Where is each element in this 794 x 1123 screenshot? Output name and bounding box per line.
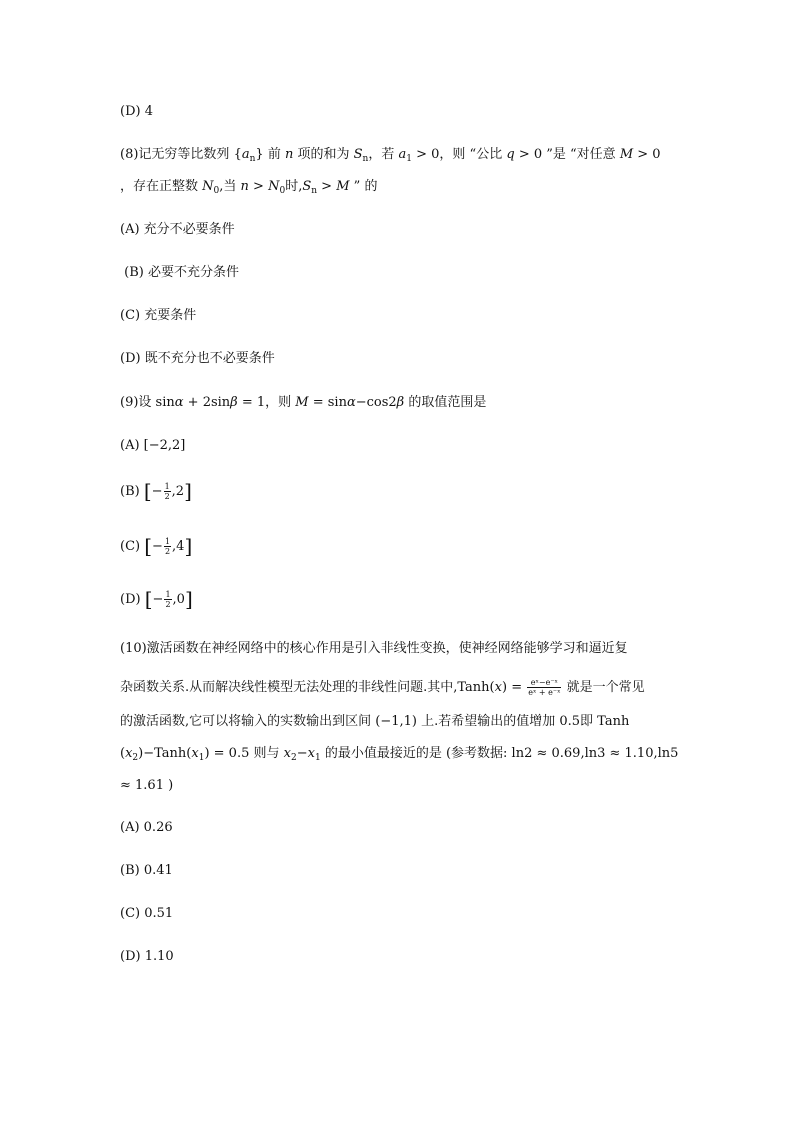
q10-line2: 杂函数关系.从而解决线性模型无法处理的非线性问题.其中,Tanh(x) = $\frac{\text{eˣ−e⁻ˣ}}{\text{eˣ + e⁻ˣ}}$ 就是一个常见 [120, 678, 645, 697]
tanh-fraction: $\frac{\text{eˣ−e⁻ˣ}}{\text{eˣ + e⁻ˣ}}$ [528, 678, 561, 697]
q10-line5: ≈ 1.61 ) [120, 778, 174, 793]
q9-option-d: (D) [− $\frac{1}{2}$ ,0] [120, 587, 193, 611]
q10-line1: (10)激活函数在神经网络中的核心作用是引入非线性变换，使神经网络能够学习和逼近复 [120, 641, 628, 656]
q8-option-d: (D) 既不充分也不必要条件 [120, 351, 275, 366]
q10-option-a: (A) 0.26 [120, 820, 173, 835]
q9-option-b: (B) [− $\frac{1}{2}$ ,2] [120, 479, 192, 503]
q10-line4: $(x_2)-Tanh(x_1) = 0.5$ 则与 $x_2-x_1$ 的最小值最接近的是 (参考数据: ln2 ≈ 0.69,ln3 ≈ 1.10,ln5 [120, 746, 679, 763]
q8-stem-line2: ，存在正整数 $N_0$,当 $n > N_0$时$,S_n > M$ ” 的 [120, 179, 378, 196]
q7-option-d: (D) 4 [120, 104, 153, 119]
q9-option-c: (C) [− $\frac{1}{2}$ ,4] [120, 534, 193, 558]
q8-option-a: (A) 充分不必要条件 [120, 222, 235, 237]
q10-line3: 的激活函数,它可以将输入的实数输出到区间 (−1,1) 上.若希望输出的值增加 0.5即 Tanh [120, 714, 630, 729]
q8-option-c: (C) 充要条件 [120, 308, 197, 323]
q8-option-b: (B) 必要不充分条件 [120, 265, 239, 280]
q10-option-d: (D) 1.10 [120, 949, 174, 964]
q10-option-c: (C) 0.51 [120, 906, 174, 921]
q9-option-a: (A) [−2,2] [120, 438, 186, 453]
q8-number: (8) [120, 147, 139, 162]
fraction: $\frac{1}{2}$ [165, 590, 171, 609]
fraction: $\frac{1}{2}$ [164, 537, 171, 556]
fraction: $\frac{1}{2}$ [164, 482, 170, 501]
q9-stem: (9)设 sinα + 2sinβ = 1，则 M = sinα−cos2β 的取值范围是 [120, 395, 487, 410]
q8-stem-line1: (8)记无穷等比数列 $\{a_n\}$ 前 n 项的和为 $S_n$，若 $a_1 > 0$，则 “公比 q > 0 ”是 “对任意 M > 0 [120, 147, 661, 164]
q10-option-b: (B) 0.41 [120, 863, 173, 878]
